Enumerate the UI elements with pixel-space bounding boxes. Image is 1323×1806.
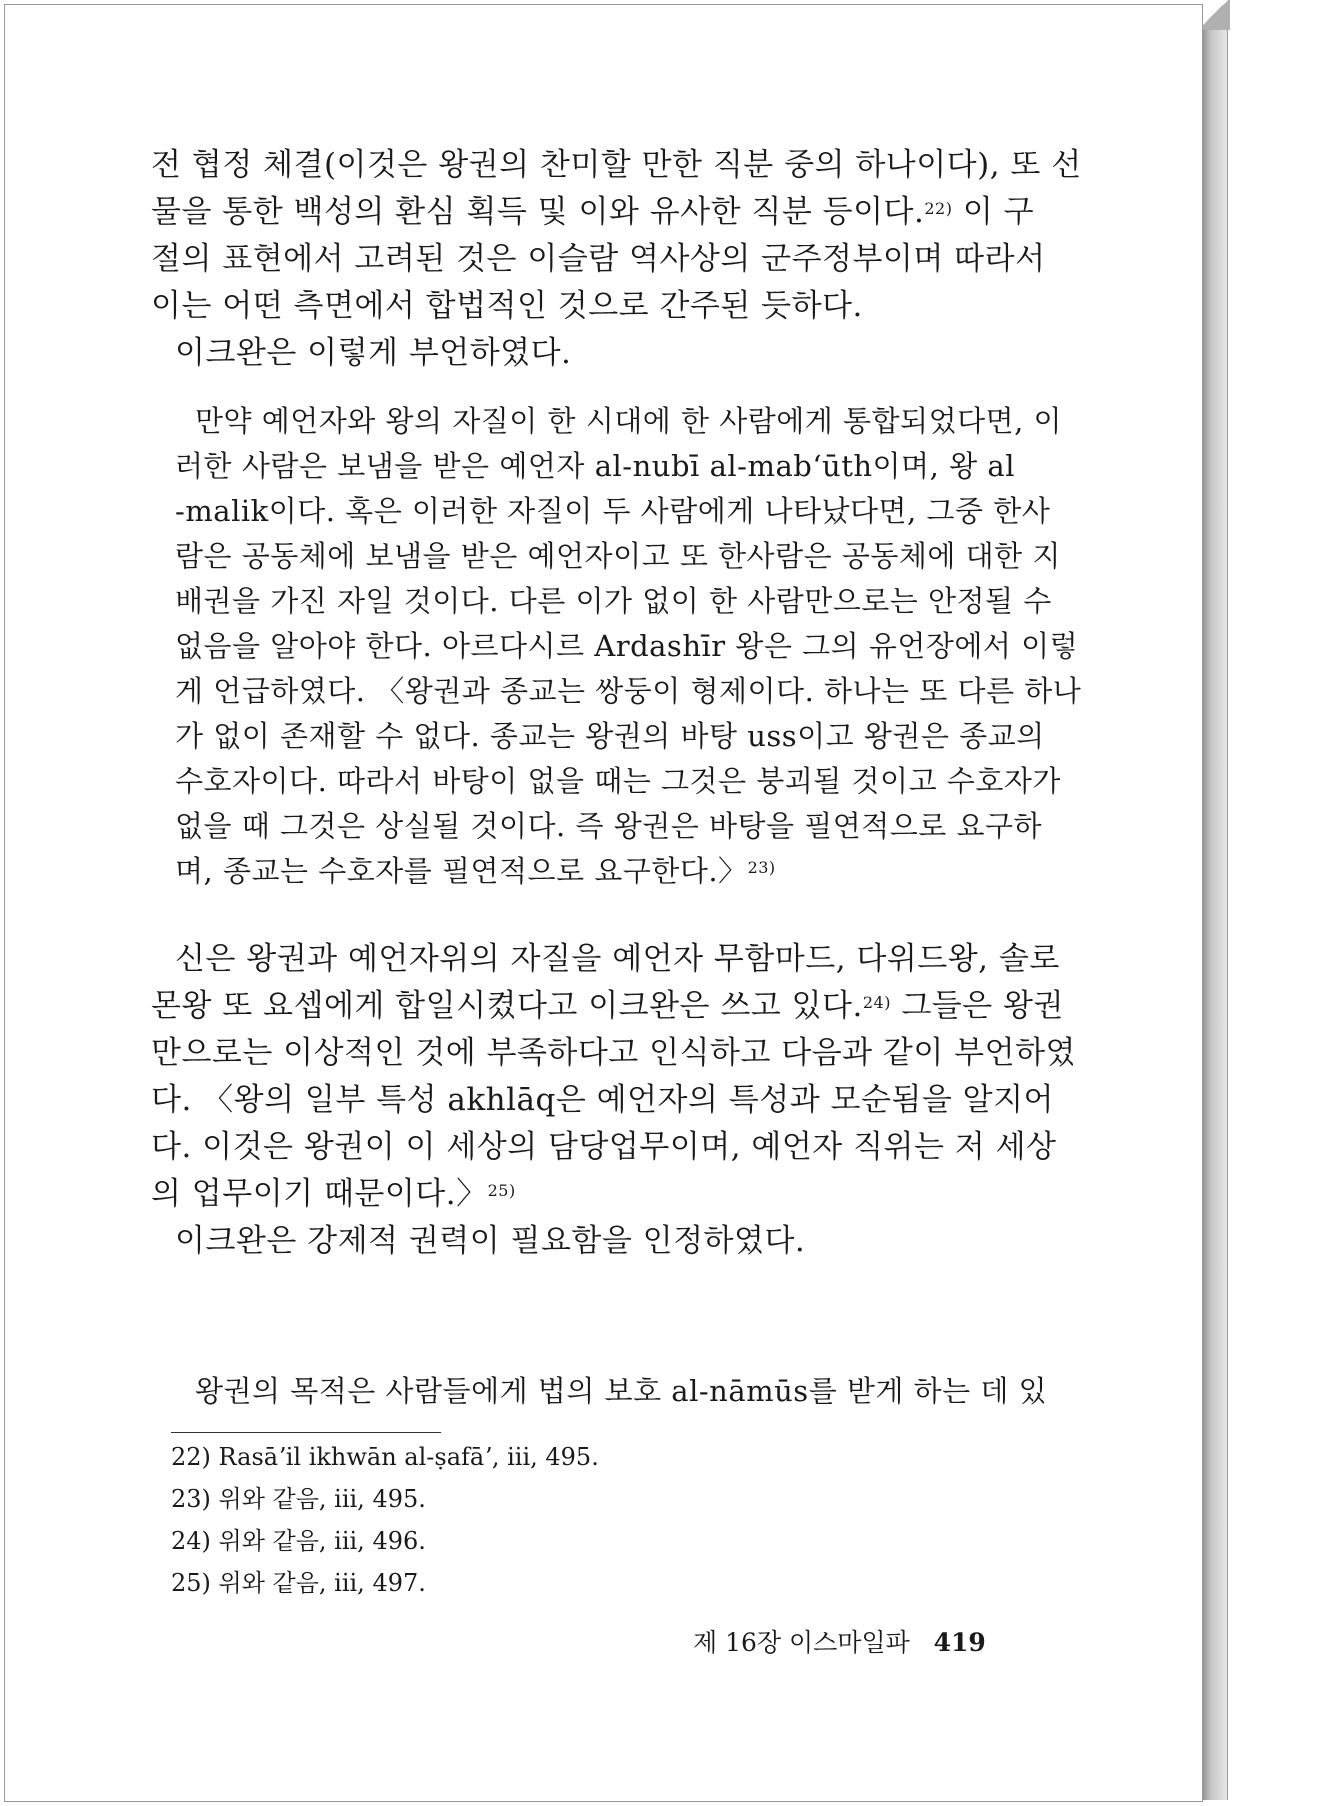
body-line: 이크완은 이렇게 부언하였다. — [175, 335, 572, 371]
body-line — [151, 1171, 1013, 1218]
quote-line: 배권을 가진 자일 것이다. 다른 이가 없이 한 사람만으로는 안정될 수 — [175, 584, 1052, 618]
book-page — [4, 4, 1203, 1802]
quote-line: 만약 예언자와 왕의 자질이 한 시대에 한 사람에게 통합되었다면, 이 — [195, 404, 1063, 438]
chapter-title: 제 16장 이스마일파 — [693, 1628, 910, 1657]
footnote-25: 25) 위와 같음, iii, 497. — [171, 1569, 426, 1597]
footnote-22: 22) Rasāʼil ikhwān al-ṣafāʼ, iii, 495. — [171, 1443, 599, 1471]
footnote-divider — [171, 1432, 441, 1433]
body-line — [151, 189, 1035, 236]
quote-line — [175, 849, 1015, 894]
running-footer — [693, 1623, 986, 1659]
quote-line-text: 며, 종교는 수호자를 필연적으로 요구한다.〉 — [175, 854, 748, 888]
body-line: 전 협정 체결(이것은 왕권의 찬미할 만한 직분 중의 하나이다), 또 선 — [151, 147, 1082, 183]
body-line-text: 물을 통한 백성의 환심 획득 및 이와 유사한 직분 등이다. — [151, 194, 925, 230]
body-line: 이는 어떤 측면에서 합법적인 것으로 간주된 듯하다. — [151, 288, 863, 324]
quote-line: 왕권의 목적은 사람들에게 법의 보호 al-nāmūs를 받게 하는 데 있 — [195, 1374, 1048, 1408]
body-line: 절의 표현에서 고려된 것은 이슬람 역사상의 군주정부이며 따라서 — [151, 241, 1046, 277]
body-line: 이크완은 강제적 권력이 필요함을 인정하였다. — [175, 1223, 806, 1259]
quote-line: 수호자이다. 따라서 바탕이 없을 때는 그것은 붕괴될 것이고 수호자가 — [175, 764, 1061, 798]
page-number: 419 — [933, 1628, 986, 1657]
quote-line: 없음을 알아야 한다. 아르다시르 Ardashīr 왕은 그의 유언장에서 이렇 — [175, 629, 1079, 663]
footnote-ref-25[interactable]: 25) — [487, 1181, 516, 1200]
body-line: 신은 왕권과 예언자위의 자질을 예언자 무함마드, 다위드왕, 솔로 — [175, 941, 1060, 977]
quote-line: 람은 공동체에 보냄을 받은 예언자이고 또 한사람은 공동체에 대한 지 — [175, 539, 1061, 573]
quote-line: 러한 사람은 보냄을 받은 예언자 al-nubī al-mabʻūth이며, 왕 al — [175, 449, 1015, 483]
body-line — [151, 983, 1064, 1030]
footnote-ref-23[interactable]: 23) — [747, 858, 776, 877]
footnote-ref-24[interactable]: 24) — [862, 993, 891, 1012]
body-line-tail: 그들은 왕권 — [901, 988, 1064, 1024]
body-line: 만으로는 이상적인 것에 부족하다고 인식하고 다음과 같이 부언하였 — [151, 1035, 1076, 1071]
quote-line: 없을 때 그것은 상실될 것이다. 즉 왕권은 바탕을 필연적으로 요구하 — [175, 809, 1043, 843]
quote-line: 가 없이 존재할 수 없다. 종교는 왕권의 바탕 uss이고 왕권은 종교의 — [175, 719, 1045, 753]
body-line-text: 의 업무이기 때문이다.〉 — [151, 1176, 488, 1212]
body-line: 다. 〈왕의 일부 특성 akhlāq은 예언자의 특성과 모순됨을 알지어 — [151, 1082, 1054, 1118]
body-line-text: 몬왕 또 요셉에게 합일시켰다고 이크완은 쓰고 있다. — [151, 988, 863, 1024]
quote-line: 게 언급하였다. 〈왕권과 종교는 쌍둥이 형제이다. 하나는 또 다른 하나 — [175, 674, 1082, 708]
footnote-24: 24) 위와 같음, iii, 496. — [171, 1527, 426, 1555]
page-stack-edge — [1201, 4, 1228, 1800]
footnote-ref-22[interactable]: 22) — [924, 199, 953, 218]
body-line-tail: 이 구 — [962, 194, 1035, 230]
quote-line: -malik이다. 혹은 이러한 자질이 두 사람에게 나타났다면, 그중 한사 — [175, 494, 1051, 528]
body-line: 다. 이것은 왕권이 이 세상의 담당업무이며, 예언자 직위는 저 세상 — [151, 1129, 1057, 1165]
footnote-23: 23) 위와 같음, iii, 495. — [171, 1485, 426, 1513]
